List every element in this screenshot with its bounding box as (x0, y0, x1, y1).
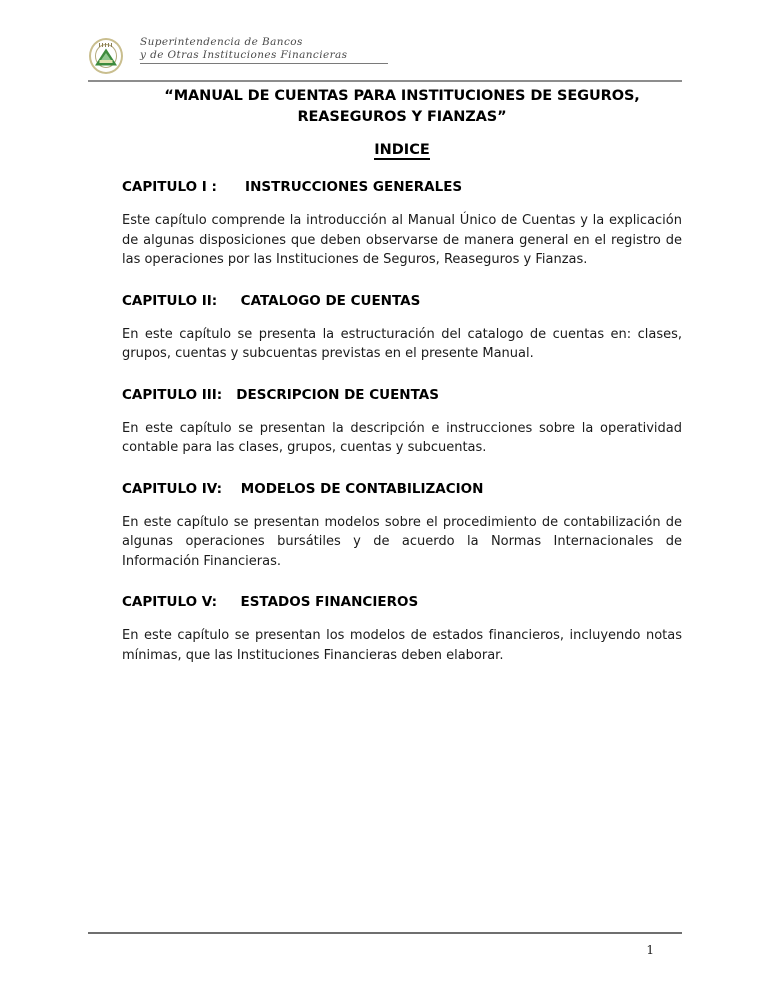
institution-name-line-2: y de Otras Instituciones Financieras (140, 49, 348, 61)
institution-name-underline (140, 63, 388, 64)
chapter-body-1: Este capítulo comprende la introducción al Manual Único de Cuentas y la explicación de algunas disposiciones que deben observarse de manera general en el registro de las operaciones por las Instituciones de Seguros, Reaseguros y Fianzas. (122, 213, 682, 267)
index-heading (122, 142, 682, 158)
chapter-body-2: En este capítulo se presenta la estructuración del catalogo de cuentas en: clases, grupos, cuentas y subcuentas previstas en el presente Manual. (122, 326, 682, 361)
chapter-heading-2: CAPITULO II: CATALOGO DE CUENTAS (122, 292, 421, 309)
chapter-body-3: En este capítulo se presentan la descripción e instrucciones sobre la operatividad contable para las clases, grupos, cuentas y subcuentas. (122, 420, 682, 455)
chapter-body-5: En este capítulo se presentan los modelos de estados financieros, incluyendo notas mínimas, que las Instituciones Financieras deben elaborar. (122, 628, 682, 663)
index-content (122, 178, 682, 665)
footer-divider (88, 932, 682, 934)
chapter-entry-2 (122, 292, 682, 386)
chapter-heading-5: CAPITULO V: ESTADOS FINANCIEROS (122, 594, 419, 610)
page-title-line-2: REASEGUROS Y FIANZAS” (297, 109, 507, 125)
institution-name-line-1: Superintendencia de Bancos (140, 36, 303, 48)
chapter-entry-4 (122, 480, 682, 594)
chapter-entry-5 (122, 593, 682, 665)
chapter-entry-3 (122, 386, 682, 480)
chapter-heading-4: CAPITULO IV: MODELOS DE CONTABILIZACION (122, 480, 484, 497)
chapter-body-4: En este capítulo se presentan modelos sobre el procedimiento de contabilización de algunas operaciones bursátiles y de acuerdo la Normas Internacionales de Información Financieras. (122, 514, 682, 569)
page-title-line-1: “MANUAL DE CUENTAS PARA INSTITUCIONES DE SEGUROS, (164, 88, 640, 104)
chapter-heading-1: CAPITULO I : INSTRUCCIONES GENERALES (122, 179, 463, 195)
chapter-heading-3: CAPITULO III: DESCRIPCION DE CUENTAS (122, 386, 439, 403)
institution-seal-icon (88, 38, 124, 76)
index-heading-text: INDICE (374, 142, 430, 158)
document-header (88, 34, 682, 80)
institution-name (140, 34, 388, 64)
page-number: 1 (646, 943, 654, 957)
header-divider (88, 80, 682, 82)
page-title (122, 86, 682, 128)
chapter-entry-1 (122, 178, 682, 292)
